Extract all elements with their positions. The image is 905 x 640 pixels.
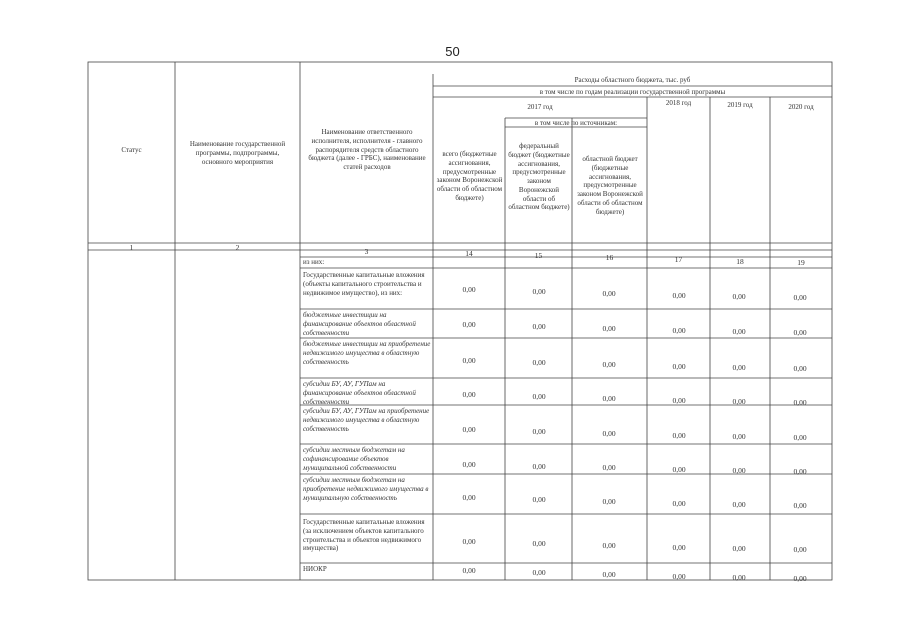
value-cell: 0,00 (672, 499, 686, 508)
header-year-2020: 2020 год (788, 103, 814, 111)
value-cell: 0,00 (732, 432, 746, 441)
value-cell: 0,00 (602, 570, 616, 579)
header-by-sources: в том числе по источникам: (534, 119, 618, 127)
column-number: 17 (674, 255, 683, 264)
value-cell: 0,00 (602, 463, 616, 472)
value-cell: 0,00 (602, 360, 616, 369)
header-expenses: Расходы областного бюджета, тыс. руб (574, 76, 691, 84)
value-cell: 0,00 (732, 500, 746, 509)
value-cell: 0,00 (602, 429, 616, 438)
column-number: 19 (797, 258, 805, 267)
value-cell: 0,00 (793, 501, 807, 510)
value-cell: 0,00 (602, 394, 616, 403)
header-year-2017: 2017 год (527, 103, 553, 111)
value-cell: 0,00 (532, 462, 546, 471)
value-cell: 0,00 (672, 543, 686, 552)
header-by-years: в том числе по годам реализации государственной программы (539, 88, 726, 96)
value-cell: 0,00 (793, 328, 807, 337)
value-cell: 0,00 (672, 572, 686, 581)
row-label: Государственные капитальные вложения (за исключением объектов капитального строительства и объектов недвижимого имущества) (303, 518, 425, 553)
row-label: бюджетные инвестиции на финансирование объектов областной собственности (303, 311, 416, 337)
value-cell: 0,00 (532, 392, 546, 401)
column-number: 1 (129, 243, 134, 252)
column-number: 15 (534, 251, 543, 260)
header-executor: Наименование ответственного исполнителя, исполнителя - главного распорядителя средств областного бюджета (далее - ГРБС), наименование статей расходов (308, 128, 426, 171)
value-cell: 0,00 (672, 326, 686, 335)
column-number: 14 (465, 249, 473, 258)
row-label: субсидии местным бюджетам на софинансирование объектов муниципальной собственности (303, 446, 405, 472)
row-label: бюджетные инвестиции на приобретение недвижимого имущества в областную собственность (303, 340, 431, 366)
value-cell: 0,00 (793, 545, 807, 554)
value-cell: 0,00 (732, 573, 746, 582)
row-label: субсидии БУ, АУ, ГУПам на финансирование объектов областной собственности (303, 380, 416, 406)
value-cell: 0,00 (462, 493, 476, 502)
value-cell: 0,00 (672, 465, 686, 474)
column-number: 16 (605, 253, 614, 262)
value-cell: 0,00 (462, 356, 476, 365)
value-cell: 0,00 (793, 433, 807, 442)
value-cell: 0,00 (532, 427, 546, 436)
header-program-name: Наименование государственной программы, подпрограммы, основного мероприятия (189, 140, 286, 166)
value-cell: 0,00 (793, 467, 807, 476)
value-cell: 0,00 (532, 287, 546, 296)
value-cell: 0,00 (732, 466, 746, 475)
value-cell: 0,00 (672, 362, 686, 371)
header-total: всего (бюджетные ассигнования, предусмотренные законом Воронежской области об областном бюджете) (436, 150, 503, 202)
value-cell: 0,00 (672, 291, 686, 300)
value-cell: 0,00 (462, 566, 476, 575)
value-cell: 0,00 (462, 320, 476, 329)
value-cell: 0,00 (793, 574, 807, 583)
value-cell: 0,00 (462, 425, 476, 434)
column-number: 3 (364, 247, 369, 256)
value-cell: 0,00 (602, 497, 616, 506)
value-cell: 0,00 (793, 398, 807, 407)
value-cell: 0,00 (602, 289, 616, 298)
value-cell: 0,00 (732, 363, 746, 372)
value-cell: 0,00 (532, 495, 546, 504)
row-label: субсидии БУ, АУ, ГУПам на приобретение недвижимого имущества в областную собственность (303, 407, 430, 433)
value-cell: 0,00 (532, 539, 546, 548)
value-cell: 0,00 (793, 293, 807, 302)
row-label: НИОКР (303, 565, 327, 573)
value-cell: 0,00 (532, 568, 546, 577)
row-label: Государственные капитальные вложения (объекты капитального строительства и недвижимое имущество), из них: (303, 271, 425, 297)
value-cell: 0,00 (532, 322, 546, 331)
value-cell: 0,00 (672, 396, 686, 405)
value-cell: 0,00 (672, 431, 686, 440)
value-cell: 0,00 (532, 358, 546, 367)
value-cell: 0,00 (732, 292, 746, 301)
row-label: из них: (303, 258, 325, 266)
value-cell: 0,00 (462, 460, 476, 469)
value-cell: 0,00 (732, 327, 746, 336)
header-year-2018: 2018 год (665, 99, 692, 107)
value-cell: 0,00 (462, 390, 476, 399)
header-status: Статус (121, 146, 142, 154)
page-number: 50 (445, 44, 460, 59)
header-federal: федеральный бюджет (бюджетные ассигнования, предусмотренные законом Воронежской области об областном бюджете) (508, 142, 570, 212)
value-cell: 0,00 (793, 364, 807, 373)
header-regional: областной бюджет (бюджетные ассигнования, предусмотренные законом Воронежской области об областном бюджете) (577, 155, 643, 216)
value-cell: 0,00 (732, 397, 746, 406)
value-cell: 0,00 (462, 537, 476, 546)
row-label: субсидии местным бюджетам на приобретение недвижимого имущества в муниципальную собственность (303, 476, 429, 502)
header-year-2019: 2019 год (727, 101, 753, 109)
column-number: 2 (235, 243, 240, 252)
value-cell: 0,00 (602, 324, 616, 333)
value-cell: 0,00 (462, 285, 476, 294)
column-number: 18 (736, 257, 744, 266)
value-cell: 0,00 (602, 541, 616, 550)
value-cell: 0,00 (732, 544, 746, 553)
